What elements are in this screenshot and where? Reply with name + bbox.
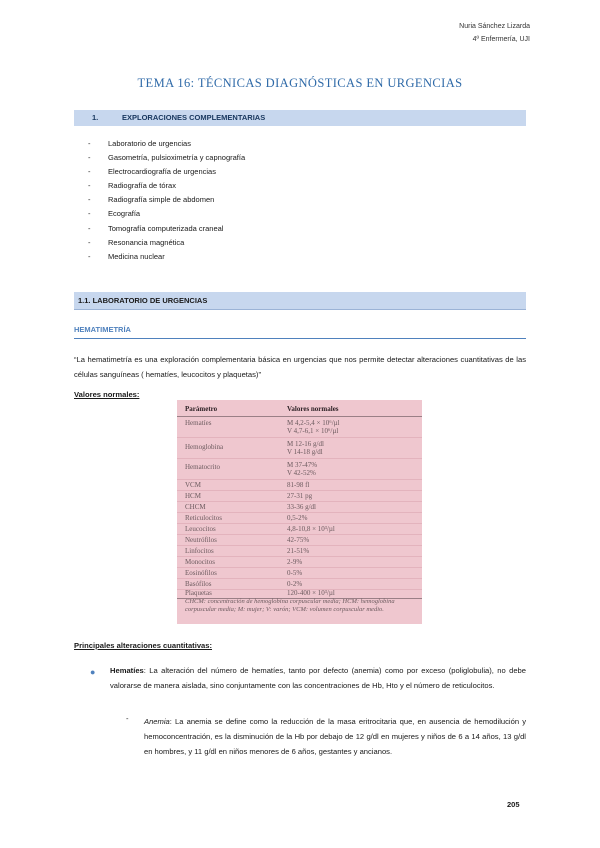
exploraciones-list bbox=[88, 137, 245, 264]
bullet-icon: ● bbox=[90, 667, 96, 677]
dash-marker: - bbox=[126, 714, 129, 723]
header-course: 4º Enfermería, UJI bbox=[472, 36, 530, 43]
table-row: Monocitos 2-9% bbox=[177, 557, 422, 568]
anemia-paragraph: Anemia: La anemia se define como la reducción de la masa eritrocitaria que, en ausencia de hemodilución y hemoconcentración, es la disminución de la Hb por debajo de 12 g/dl en mujeres y niños de 6 a 14 años, 13 g/dl en hombres, y 11 g/dl en niños menores de 6 años, gestantes y ancianos. bbox=[144, 717, 526, 756]
table-row: Plaquetas 120-400 × 10³/µl bbox=[177, 588, 422, 599]
table-row: Linfocitos 21-51% bbox=[177, 546, 422, 557]
list-item: - Gasometría, pulsioximetría y capnografía bbox=[88, 153, 246, 163]
table-row: Eosinófilos 0-5% bbox=[177, 568, 422, 579]
normal-values-label: Valores normales: bbox=[74, 390, 140, 399]
list-item: - Resonancia magnética bbox=[88, 237, 185, 247]
alterations-label: Principales alteraciones cuantitativas: bbox=[74, 641, 213, 650]
anemia-term: Anemia bbox=[144, 717, 170, 726]
table-row: Hemoglobina M 12-16 g/dl V 14-18 g/dl bbox=[177, 438, 422, 459]
table-header bbox=[177, 402, 422, 417]
list-item: - Medicina nuclear bbox=[88, 251, 165, 261]
table-row: HCM 27-31 pg bbox=[177, 491, 422, 502]
table-row: CHCM 33-36 g/dl bbox=[177, 502, 422, 513]
hematies-term: Hematíes bbox=[110, 666, 144, 675]
normal-values-table bbox=[177, 400, 422, 624]
list-item: - Ecografía bbox=[88, 209, 141, 219]
section-1-number: 1. bbox=[92, 113, 99, 122]
header-author: Nuria Sánchez Lizarda bbox=[459, 23, 530, 30]
table-header-param: Parámetro bbox=[185, 405, 218, 413]
table-header-values: Valores normales bbox=[287, 405, 339, 413]
list-item: - Radiografía simple de abdomen bbox=[88, 195, 215, 205]
list-item: - Laboratorio de urgencias bbox=[88, 139, 191, 148]
section-2-heading: 1.1. LABORATORIO DE URGENCIAS bbox=[74, 292, 526, 310]
subheading-hematimetria: HEMATIMETRÍA bbox=[74, 325, 131, 334]
page-header bbox=[459, 20, 530, 46]
subheading-divider bbox=[74, 338, 526, 339]
list-item: - Radiografía de tórax bbox=[88, 181, 176, 191]
table-row: Hematocrito M 37-47% V 42-52% bbox=[177, 459, 422, 480]
table-row: Basófilos 0-2% bbox=[177, 579, 422, 590]
page-title: TEMA 16: TÉCNICAS DIAGNÓSTICAS EN URGENCIAS bbox=[137, 76, 463, 90]
table-row: VCM 81-98 fl bbox=[177, 480, 422, 491]
table-row: Leucocitos 4,8-10,8 × 10³/µl bbox=[177, 524, 422, 535]
table-row: Hematíes M 4,2-5,4 × 10⁶/µl V 4,7-6,1 × 10⁶/µl bbox=[177, 417, 422, 438]
list-item: - Tomografía computerizada craneal bbox=[88, 223, 224, 233]
table-row: Neutrófilos 42-75% bbox=[177, 535, 422, 546]
section-1-title: EXPLORACIONES COMPLEMENTARIAS bbox=[122, 113, 266, 122]
section-1-heading bbox=[74, 110, 526, 126]
list-item: - Electrocardiografía de urgencias bbox=[88, 167, 216, 177]
table-footnote: CHCM: concentración de hemoglobina corpuscular media; HCM: hemoglobina corpuscular media; M: mujer; V: varón; VCM: volumen corpuscular medio. bbox=[185, 598, 395, 613]
page-number: 205 bbox=[507, 800, 520, 809]
table-row: Reticulocitos 0,5-2% bbox=[177, 513, 422, 524]
definition-quote: “La hematimetría es una exploración complementaria básica en urgencias que nos permite detectar alteraciones cuantitativas de las células sanguíneas ( hematíes, leucocitos y plaquetas)” bbox=[74, 355, 526, 379]
hematies-paragraph: Hematíes: La alteración del número de hematíes, tanto por defecto (anemia) como por exceso (poliglobulia), no debe valorarse de manera aislada, sino conjuntamente con las concentraciones de Hb, Hto y el número de reticulocitos. bbox=[110, 666, 526, 690]
